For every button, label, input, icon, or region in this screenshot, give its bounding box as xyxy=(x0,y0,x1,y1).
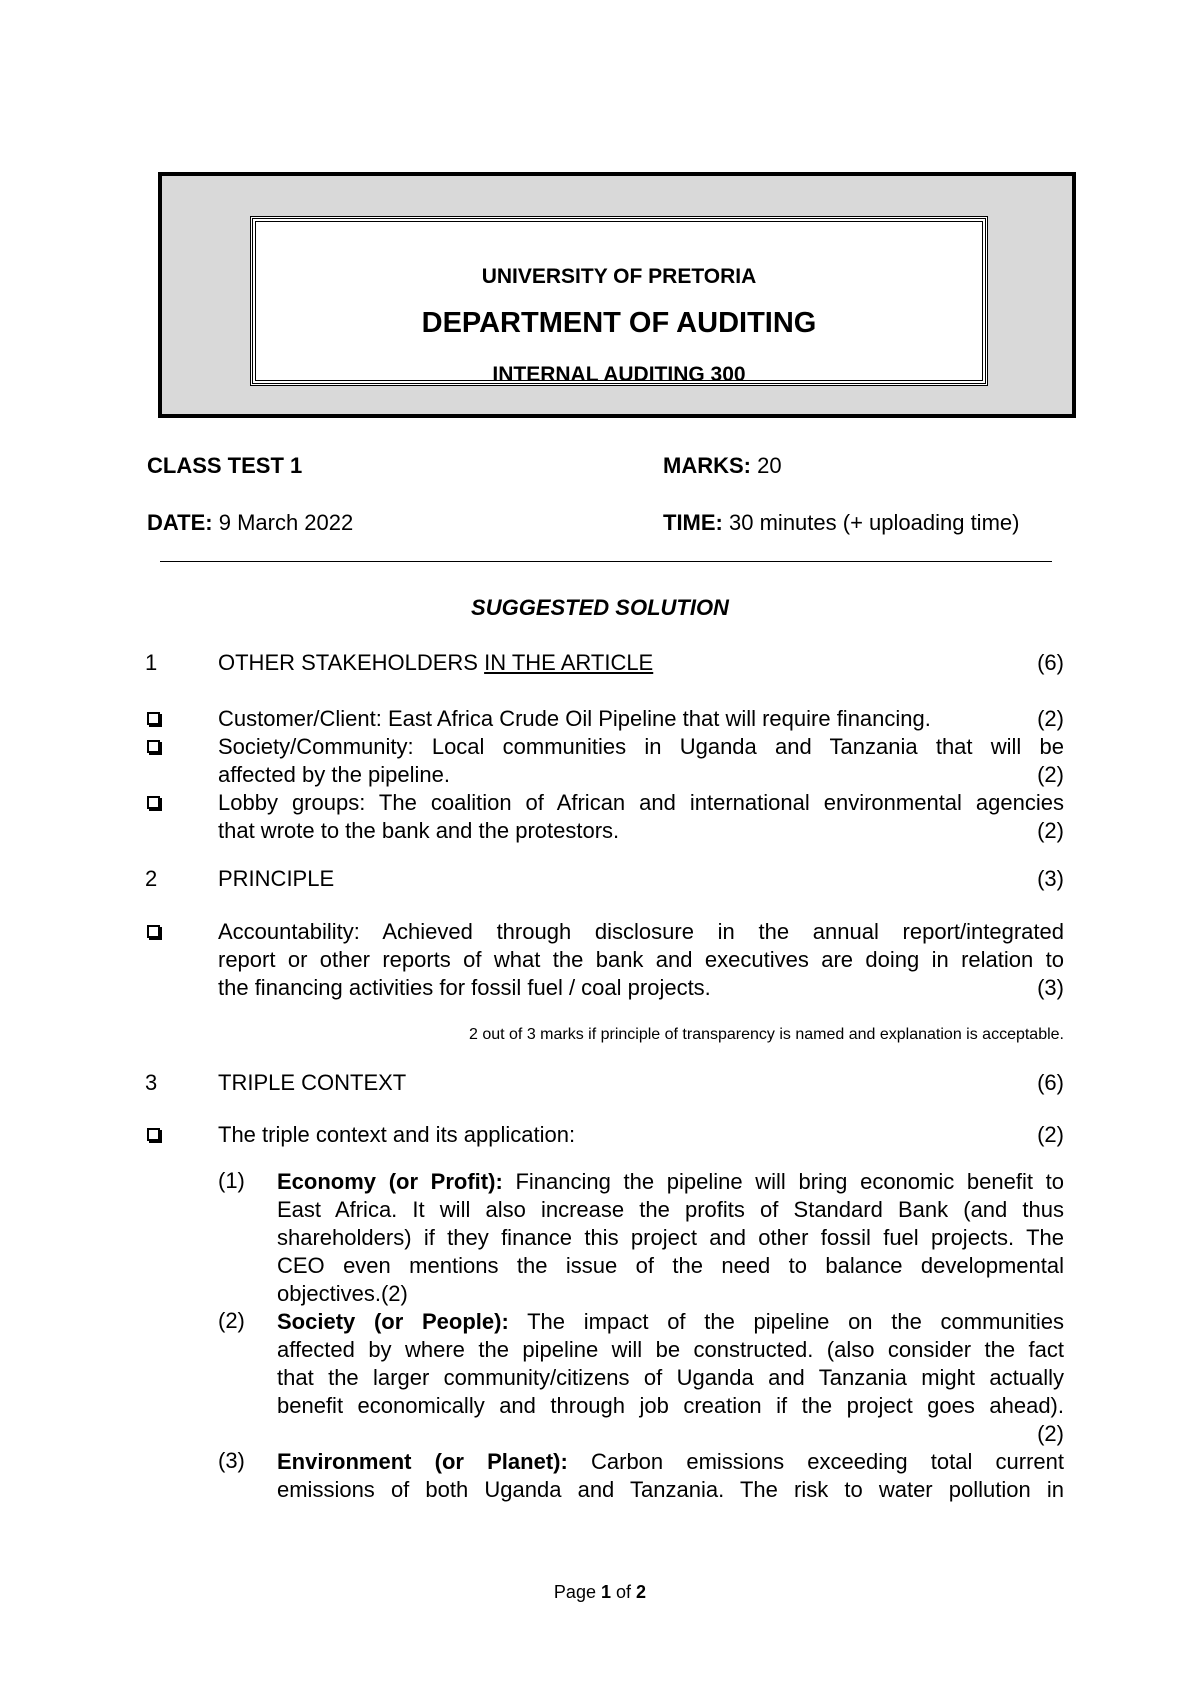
q1-bullet-3-line2: that wrote to the bank and the protestors. xyxy=(218,818,620,843)
q3-item-1 xyxy=(277,1168,1064,1308)
checkbox-bullet-icon xyxy=(147,1128,160,1141)
date-label: DATE: xyxy=(147,510,213,535)
q1-bullet-3-mark: (2) xyxy=(1037,818,1064,843)
q3-item-3-title: Environment (or Planet): xyxy=(277,1449,568,1474)
q3-item-1-number: (1) xyxy=(218,1168,245,1193)
q1-bullet-3-line1: Lobby groups: The coalition of African and international environmental agencies xyxy=(218,790,1064,815)
q3-bullet-1 xyxy=(218,1121,1064,1149)
q1-marks: (6) xyxy=(1037,650,1064,675)
q3-item-1-title: Economy (or Profit): xyxy=(277,1169,503,1194)
q3-item-1-line3: shareholders) if they finance this project and other fossil fuel projects. The xyxy=(277,1225,1064,1250)
q3-number: 3 xyxy=(145,1070,158,1095)
checkbox-bullet-icon xyxy=(147,740,160,753)
q3-item-3-line2: emissions of both Uganda and Tanzania. The risk to water pollution in xyxy=(277,1477,1064,1502)
q1-bullet-3 xyxy=(218,789,1064,845)
test-label: CLASS TEST 1 xyxy=(147,453,303,478)
q3-item-3 xyxy=(277,1448,1064,1504)
q2-bullet-1-line3: the financing activities for fossil fuel / coal projects. xyxy=(218,975,711,1000)
solution-title: SUGGESTED SOLUTION xyxy=(471,595,729,620)
checkbox-bullet-icon xyxy=(147,925,160,938)
q1-number: 1 xyxy=(145,650,158,675)
header-title-box xyxy=(250,216,988,386)
time-value: 30 minutes (+ uploading time) xyxy=(729,510,1020,535)
q1-bullet-1-text: Customer/Client: East Africa Crude Oil Pipeline that will require financing. xyxy=(218,706,931,731)
q3-item-1-line1: Financing the pipeline will bring economic benefit to xyxy=(515,1169,1064,1194)
q3-item-1-line5: objectives. xyxy=(277,1281,381,1306)
q3-item-2-line4: benefit economically and through job creation if the project goes ahead). xyxy=(277,1393,1064,1418)
footer-page-word: Page xyxy=(553,1582,596,1602)
q3-item-3-line1: Carbon emissions exceeding total current xyxy=(591,1449,1065,1474)
q3-item-2 xyxy=(277,1308,1064,1448)
footer-page-total: 2 xyxy=(636,1582,647,1602)
q3-item-1-mark: (2) xyxy=(380,1281,408,1306)
q3-item-2-line2: affected by where the pipeline will be constructed. (also consider the fact xyxy=(277,1337,1064,1362)
time-info xyxy=(663,509,1019,537)
q1-bullet-2-line2: affected by the pipeline. xyxy=(218,762,450,787)
q2-heading: PRINCIPLE xyxy=(218,866,335,891)
course-name: INTERNAL AUDITING 300 xyxy=(492,363,746,386)
q2-number: 2 xyxy=(145,866,158,891)
q2-bullet-1-line2: report or other reports of what the bank and executives are doing in relation to xyxy=(218,947,1064,972)
q2-bullet-1 xyxy=(218,918,1064,1002)
marks-info xyxy=(663,452,782,480)
q2-bullet-1-mark: (3) xyxy=(1037,975,1064,1000)
q1-bullet-1 xyxy=(218,705,1064,733)
page-footer xyxy=(0,1582,1200,1603)
checkbox-bullet-icon xyxy=(147,712,160,725)
q3-bullet-1-mark: (2) xyxy=(1037,1122,1064,1147)
footer-of-word: of xyxy=(616,1582,632,1602)
checkbox-bullet-icon xyxy=(147,796,160,809)
q3-item-2-line3: that the larger community/citizens of Uganda and Tanzania might actually xyxy=(277,1365,1064,1390)
q1-heading-underlined: IN THE ARTICLE xyxy=(484,650,654,675)
q1-bullet-2 xyxy=(218,733,1064,789)
university-name: UNIVERSITY OF PRETORIA xyxy=(481,265,757,288)
q3-bullet-1-text: The triple context and its application: xyxy=(218,1122,576,1147)
marks-label: MARKS: xyxy=(663,453,751,478)
header-frame xyxy=(158,172,1076,418)
footer-page-number: 1 xyxy=(600,1582,611,1602)
q3-item-3-number: (3) xyxy=(218,1448,245,1473)
q3-item-2-line1: The impact of the pipeline on the communities xyxy=(527,1309,1065,1334)
department-name: DEPARTMENT OF AUDITING xyxy=(421,307,817,339)
q3-item-2-title: Society (or People): xyxy=(277,1309,509,1334)
q3-marks: (6) xyxy=(1037,1070,1064,1095)
q2-marks: (3) xyxy=(1037,866,1064,891)
marks-value: 20 xyxy=(757,453,782,478)
q1-heading xyxy=(218,650,653,676)
q3-item-2-mark: (2) xyxy=(1037,1421,1064,1446)
q3-heading: TRIPLE CONTEXT xyxy=(218,1070,407,1095)
q2-bullet-1-line1: Accountability: Achieved through disclosure in the annual report/integrated xyxy=(218,919,1064,944)
q1-bullet-1-mark: (2) xyxy=(1037,706,1064,731)
q3-item-2-number: (2) xyxy=(218,1308,245,1333)
q1-bullet-2-mark: (2) xyxy=(1037,762,1064,787)
q3-item-1-line4: CEO even mentions the issue of the need to balance developmental xyxy=(277,1253,1064,1278)
date-value: 9 March 2022 xyxy=(218,510,354,535)
date-info xyxy=(147,509,353,537)
q1-bullet-2-line1: Society/Community: Local communities in Uganda and Tanzania that will be xyxy=(218,734,1064,759)
q1-heading-main: OTHER STAKEHOLDERS xyxy=(218,650,478,675)
header-divider xyxy=(160,561,1052,562)
time-label: TIME: xyxy=(663,510,723,535)
q2-marking-note: 2 out of 3 marks if principle of transparency is named and explanation is acceptable. xyxy=(469,1026,1064,1043)
q3-item-1-line2: East Africa. It will also increase the profits of Standard Bank (and thus xyxy=(277,1197,1064,1222)
